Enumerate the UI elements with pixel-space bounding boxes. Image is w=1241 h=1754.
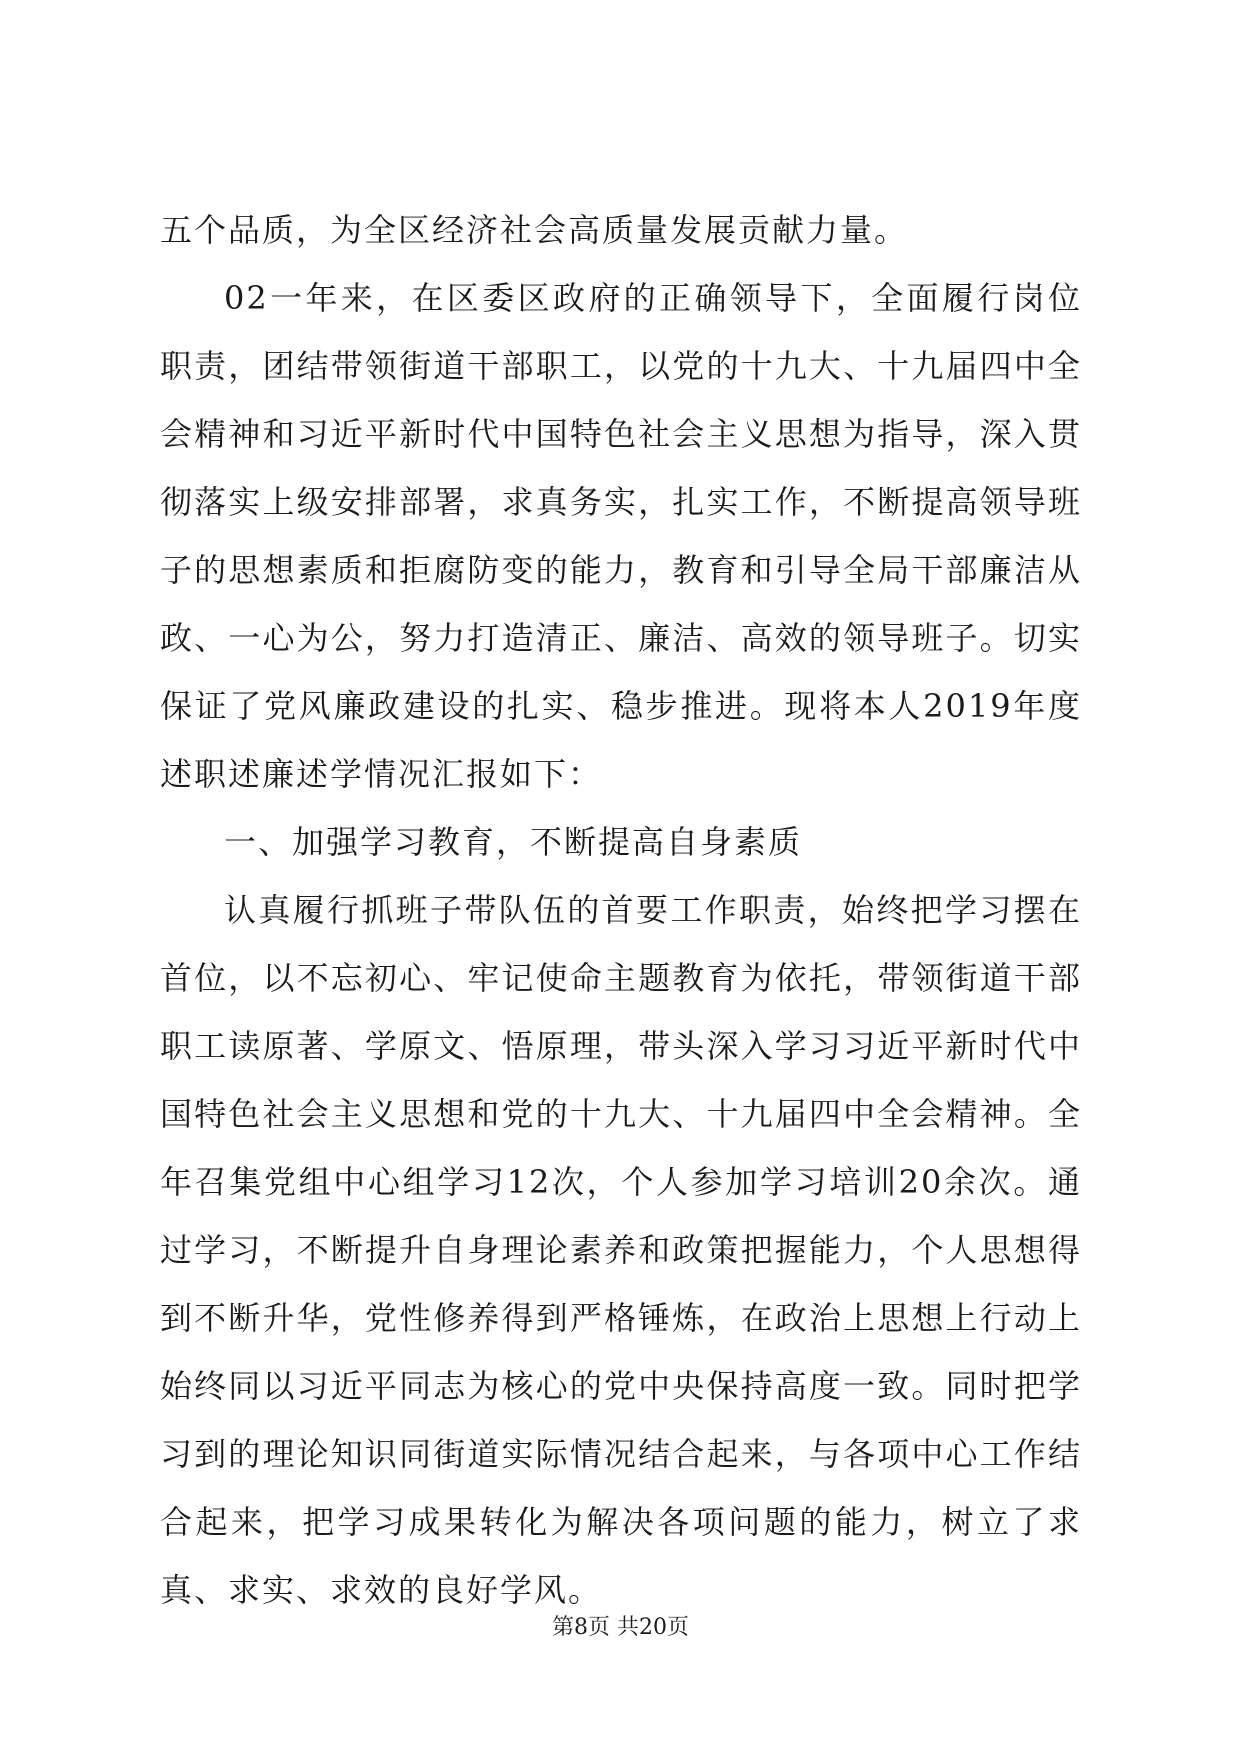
page-number-footer: 第8页 共20页 <box>552 1615 689 1640</box>
paragraph-intro: 02一年来，在区委区政府的正确领导下，全面履行岗位职责，团结带领街道干部职工，以党的十九大、十九届四中全会精神和习近平新时代中国特色社会主义思想为指导，深入贯彻落实上级安排部署，求真务实，扎实工作，不断提高领导班子的思想素质和拒腐防变的能力，教育和引导全局干部廉洁从政、一心为公，努力打造清正、廉洁、高效的领导班子。切实保证了党风廉政建设的扎实、稳步推进。现将本人2019年度述职述廉述学情况汇报如下： <box>160 279 1082 793</box>
paragraph-study: 认真履行抓班子带队伍的首要工作职责，始终把学习摆在首位，以不忘初心、牢记使命主题教育为依托，带领街道干部职工读原著、学原文、悟原理，带头深入学习习近平新时代中国特色社会主义思想和党的十九大、十九届四中全会精神。全年召集党组中心组学习12次，个人参加学习培训20余次。通过学习，不断提升自身理论素养和政策把握能力，个人思想得到不断升华，党性修养得到严格锤炼，在政治上思想上行动上始终同以习近平同志为核心的党中央保持高度一致。同时把学习到的理论知识同街道实际情况结合起来，与各项中心工作结合起来，把学习成果转化为解决各项问题的能力，树立了求真、求实、求效的良好学风。 <box>160 891 1082 1609</box>
section-heading: 一、加强学习教育，不断提高自身素质 <box>224 823 803 861</box>
paragraph-continuation: 五个品质，为全区经济社会高质量发展贡献力量。 <box>160 211 909 249</box>
document-body <box>160 196 1082 1624</box>
